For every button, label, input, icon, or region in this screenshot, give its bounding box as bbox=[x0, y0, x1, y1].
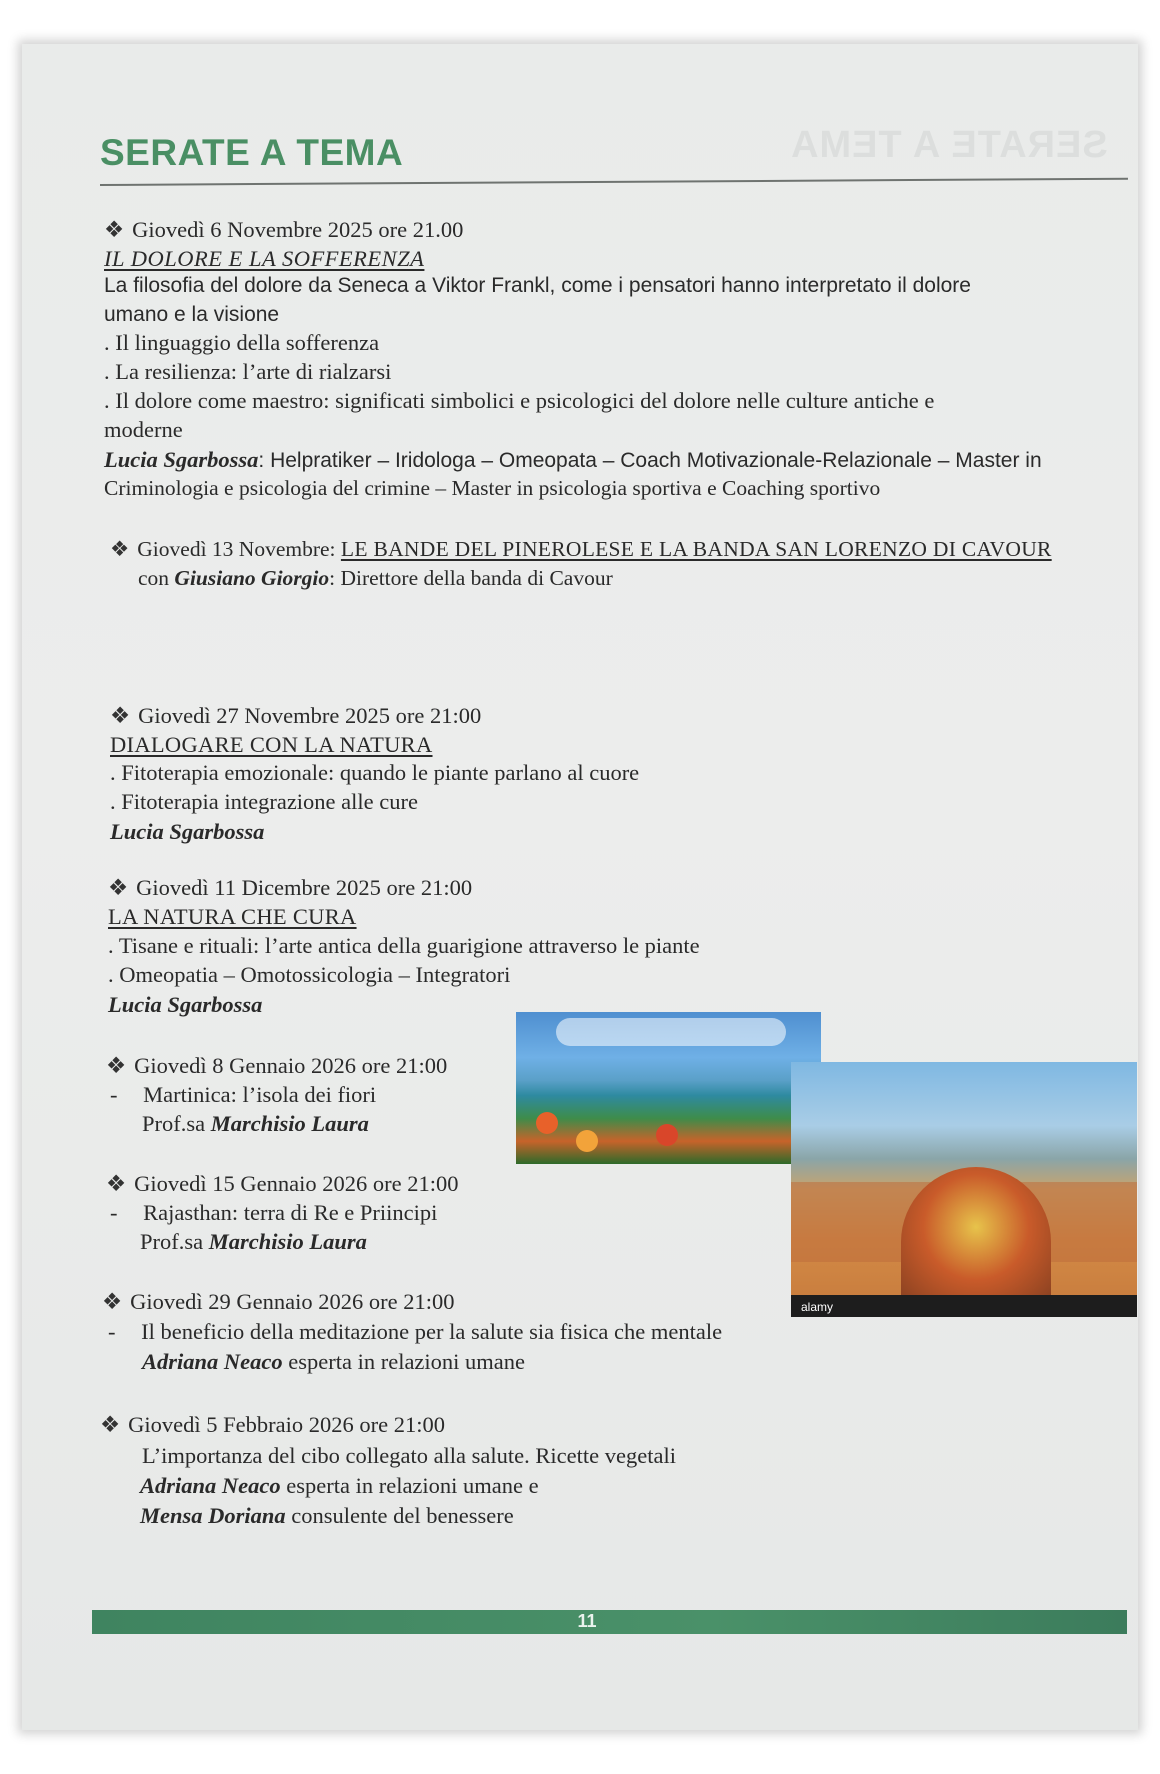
bullet-icon: ❖ bbox=[108, 875, 129, 900]
event-1-item-3a: . Il dolore come maestro: significati simbolici e psicologici del dolore nelle culture antiche e bbox=[104, 388, 935, 413]
bullet-icon: ❖ bbox=[106, 1053, 127, 1078]
event-4-item-1: . Tisane e rituali: l’arte antica della guarigione attraverso le piante bbox=[108, 933, 700, 958]
event-6-speaker-prefix: Prof.sa bbox=[140, 1229, 204, 1254]
event-5-speaker: Marchisio Laura bbox=[210, 1111, 369, 1136]
event-4-date-line bbox=[108, 873, 472, 902]
event-7-date-line bbox=[102, 1287, 455, 1316]
dash-icon: - bbox=[108, 1319, 116, 1344]
event-4-date: Giovedì 11 Dicembre 2025 ore 21:00 bbox=[136, 875, 473, 900]
event-6-topic-line bbox=[110, 1198, 437, 1227]
page-number: 11 bbox=[577, 1611, 597, 1631]
event-7-topic: Il beneficio della meditazione per la salute sia fisica che mentale bbox=[141, 1319, 723, 1344]
bullet-icon: ❖ bbox=[104, 217, 125, 242]
event-3-item-2: . Fitoterapia integrazione alle cure bbox=[110, 789, 418, 814]
event-1-item-3b: moderne bbox=[104, 417, 183, 442]
event-3-item-1: . Fitoterapia emozionale: quando le piante parlano al cuore bbox=[110, 760, 640, 785]
event-2-speaker-line bbox=[138, 564, 613, 593]
photo-watermark: alamy bbox=[801, 1300, 834, 1314]
document-page bbox=[22, 44, 1138, 1730]
event-8-date: Giovedì 5 Febbraio 2026 ore 21:00 bbox=[128, 1412, 445, 1437]
event-7-date: Giovedì 29 Gennaio 2026 ore 21:00 bbox=[130, 1289, 455, 1314]
event-1-item-1: . Il linguaggio della sofferenza bbox=[104, 330, 380, 355]
event-2-date: Giovedì 13 Novembre: bbox=[137, 537, 336, 561]
event-4-item-2: . Omeopatia – Omotossicologia – Integratori bbox=[108, 962, 511, 987]
event-8-speaker: Adriana Neaco bbox=[140, 1473, 281, 1498]
event-5-topic: Martinica: l’isola dei fiori bbox=[143, 1082, 377, 1107]
bullet-icon: ❖ bbox=[106, 1171, 127, 1196]
event-1-speaker: Lucia Sgarbossa bbox=[104, 447, 259, 472]
bullet-icon: ❖ bbox=[110, 537, 130, 561]
event-6-topic: Rajasthan: terra di Re e Priincipi bbox=[143, 1200, 438, 1225]
event-6-date-line bbox=[106, 1169, 459, 1198]
event-1-item-2: . La resilienza: l’arte di rialzarsi bbox=[104, 359, 392, 384]
event-3-heading: DIALOGARE CON LA NATURA bbox=[110, 732, 433, 757]
dash-icon: - bbox=[110, 1200, 118, 1225]
event-1-heading: IL DOLORE E LA SOFFERENZA bbox=[104, 246, 425, 271]
photo-flower bbox=[576, 1130, 598, 1152]
event-8-speaker2-line bbox=[140, 1501, 514, 1530]
event-2-with: con bbox=[138, 566, 170, 590]
martinica-photo bbox=[516, 1012, 821, 1164]
bullet-icon: ❖ bbox=[102, 1289, 123, 1314]
event-5-date-line bbox=[106, 1051, 447, 1080]
event-7-speaker: Adriana Neaco bbox=[142, 1349, 283, 1374]
event-7-speaker-line bbox=[142, 1347, 525, 1376]
event-2-date-line bbox=[110, 535, 1052, 564]
event-8-speaker-line bbox=[140, 1471, 539, 1500]
event-2-speaker: Giusiano Giorgio bbox=[174, 566, 330, 590]
event-3-speaker: Lucia Sgarbossa bbox=[110, 819, 265, 844]
event-8-speaker-role: esperta in relazioni umane e bbox=[286, 1473, 539, 1498]
event-2-speaker-role: : Direttore della banda di Cavour bbox=[329, 566, 613, 590]
photo-cloud bbox=[556, 1018, 786, 1046]
event-7-speaker-role: esperta in relazioni umane bbox=[288, 1349, 526, 1374]
dash-icon: - bbox=[110, 1082, 118, 1107]
event-4-heading: LA NATURA CHE CURA bbox=[108, 904, 357, 929]
event-1-speaker-bio-2: Criminologia e psicologia del crimine – Master in psicologia sportiva e Coaching sportivo bbox=[104, 476, 881, 500]
event-6-speaker: Marchisio Laura bbox=[208, 1229, 367, 1254]
event-3-date: Giovedì 27 Novembre 2025 ore 21:00 bbox=[138, 703, 482, 728]
bullet-icon: ❖ bbox=[100, 1412, 121, 1437]
event-5-date: Giovedì 8 Gennaio 2026 ore 21:00 bbox=[134, 1053, 448, 1078]
event-4-speaker: Lucia Sgarbossa bbox=[108, 992, 263, 1017]
event-1-date: Giovedì 6 Novembre 2025 ore 21.00 bbox=[132, 217, 464, 242]
show-through-text: SERATE A TEMA bbox=[790, 124, 1108, 166]
event-8-date-line bbox=[100, 1410, 445, 1439]
event-5-topic-line bbox=[110, 1080, 376, 1109]
event-5-speaker-line bbox=[142, 1109, 369, 1138]
photo-flower bbox=[536, 1112, 558, 1134]
photo-credit-strip bbox=[791, 1295, 1137, 1317]
event-5-speaker-prefix: Prof.sa bbox=[142, 1111, 206, 1136]
event-6-date: Giovedì 15 Gennaio 2026 ore 21:00 bbox=[134, 1171, 459, 1196]
event-1-desc-line2: umano e la visione bbox=[104, 303, 280, 326]
event-7-topic-line bbox=[108, 1317, 722, 1346]
page-title: SERATE A TEMA bbox=[100, 132, 404, 173]
event-3-date-line bbox=[110, 701, 481, 730]
event-6-speaker-line bbox=[140, 1227, 367, 1256]
bullet-icon: ❖ bbox=[110, 703, 131, 728]
event-1-desc-line1: La filosofia del dolore da Seneca a Viktor Frankl, come i pensatori hanno interpretato il dolore bbox=[104, 274, 971, 297]
event-1-speaker-line bbox=[104, 445, 1042, 475]
event-1-speaker-bio-1: : Helpratiker – Iridologa – Omeopata – Coach Motivazionale-Relazionale – Master in bbox=[258, 449, 1042, 472]
photo-flower bbox=[656, 1124, 678, 1146]
event-2-heading: LE BANDE DEL PINEROLESE E LA BANDA SAN LORENZO DI CAVOUR bbox=[340, 537, 1052, 561]
event-8-topic: L’importanza del cibo collegato alla salute. Ricette vegetali bbox=[142, 1443, 676, 1468]
title-divider bbox=[100, 178, 1128, 186]
event-1-date-line bbox=[104, 215, 463, 244]
event-8-speaker-2-role: consulente del benessere bbox=[291, 1503, 514, 1528]
rajasthan-photo bbox=[791, 1062, 1137, 1317]
event-8-speaker-2: Mensa Doriana bbox=[140, 1503, 286, 1528]
